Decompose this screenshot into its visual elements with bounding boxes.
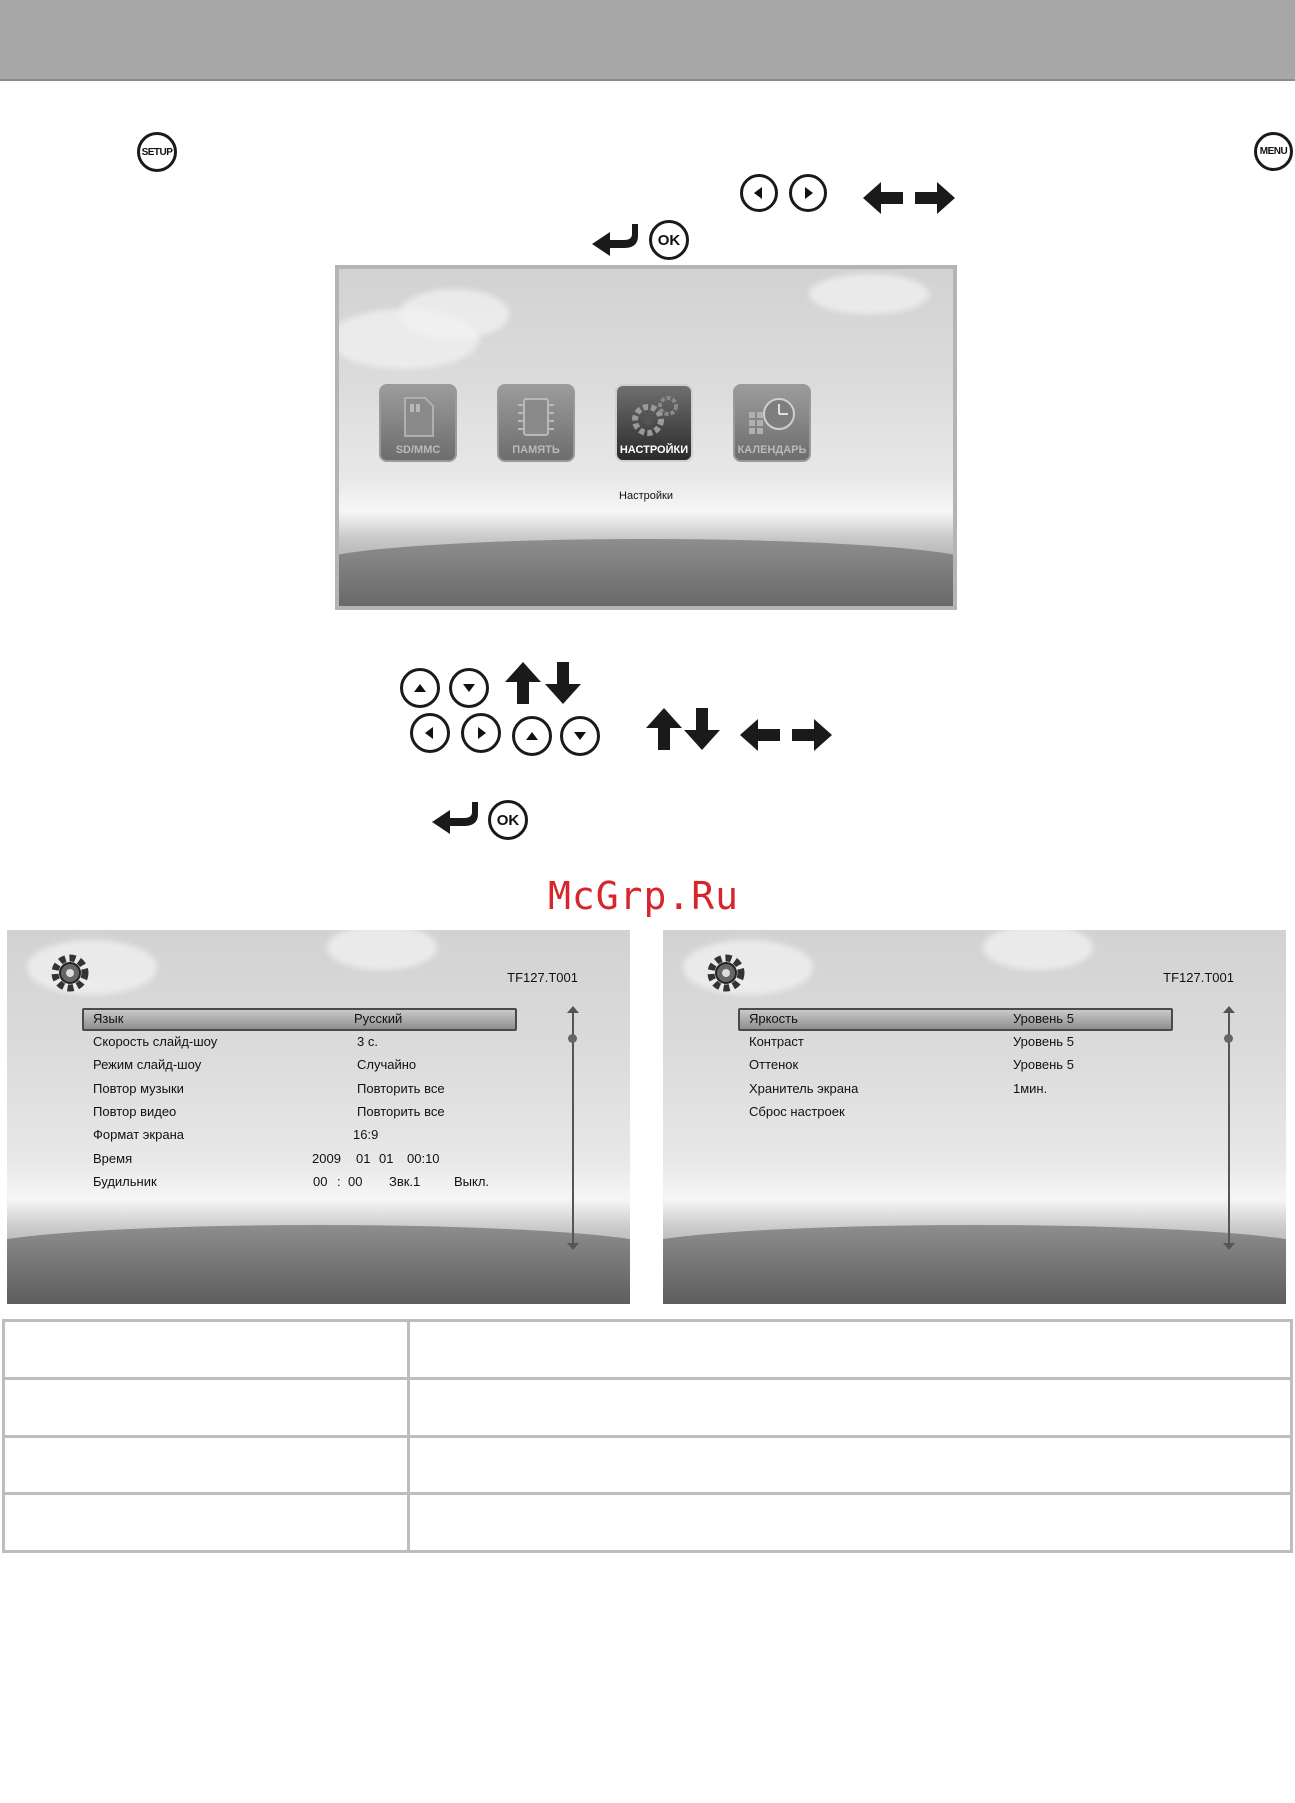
- right-button-icon: [461, 713, 501, 753]
- setting-row[interactable]: [7, 1008, 630, 1031]
- tile-sd-mmc[interactable]: [379, 384, 457, 462]
- table-row: [4, 1494, 1292, 1552]
- setting-label: Контраст: [749, 1034, 804, 1049]
- left-right-arrows-icon: [740, 717, 832, 753]
- tile-label: НАСТРОЙКИ: [619, 444, 689, 456]
- setting-label: Формат экрана: [93, 1127, 184, 1142]
- left-right-arrows-icon: [863, 180, 955, 216]
- down-button-icon: [449, 668, 489, 708]
- setting-label: Режим слайд-шоу: [93, 1057, 202, 1072]
- setting-row[interactable]: [7, 1031, 630, 1054]
- up-button-icon: [512, 716, 552, 756]
- model-label: TF127.T001: [507, 970, 578, 985]
- memory-chip-icon: [499, 392, 573, 442]
- tile-label: ПАМЯТЬ: [512, 444, 560, 456]
- right-button-icon: [789, 174, 827, 212]
- setting-value: Случайно: [357, 1057, 417, 1072]
- setting-value: Уровень 5: [1013, 1034, 1074, 1049]
- time-year: 2009: [312, 1151, 341, 1166]
- time-month: 01: [356, 1151, 371, 1166]
- down-button-icon: [560, 716, 600, 756]
- scrollbar[interactable]: [1228, 1012, 1230, 1246]
- description-table: [2, 1319, 1293, 1553]
- ok-button-icon: OK: [649, 220, 689, 260]
- alarm-sound: Звк.1: [389, 1174, 421, 1189]
- setting-row-time[interactable]: [7, 1148, 630, 1171]
- tile-label: SD/MMC: [395, 444, 441, 456]
- scrollbar-thumb[interactable]: [1224, 1034, 1233, 1043]
- tile-settings[interactable]: [615, 384, 693, 462]
- watermark: McGrp.Ru: [548, 874, 740, 918]
- calendar-clock-icon: [735, 392, 809, 442]
- setting-label: Яркость: [749, 1011, 798, 1026]
- setting-value: Повторить все: [357, 1081, 445, 1096]
- setting-label: Хранитель экрана: [749, 1081, 859, 1096]
- alarm-state: Выкл.: [454, 1174, 490, 1189]
- up-down-arrows-icon: [646, 708, 720, 750]
- table-cell: [4, 1321, 409, 1379]
- selected-item-caption: Настройки: [619, 490, 673, 502]
- setting-label: Повтор музыки: [93, 1081, 184, 1096]
- alarm-minutes: 00: [348, 1174, 363, 1189]
- setting-label: Будильник: [93, 1174, 157, 1189]
- table-cell: [4, 1494, 409, 1552]
- setting-row[interactable]: [663, 1101, 1286, 1124]
- setting-label: Скорость слайд-шоу: [93, 1034, 218, 1049]
- enter-arrow-icon: [592, 222, 640, 258]
- sd-card-icon: [381, 392, 455, 442]
- ok-button-icon: OK: [488, 800, 528, 840]
- setting-value: 3 с.: [357, 1034, 378, 1049]
- table-row: [4, 1321, 1292, 1379]
- setting-label: Время: [93, 1151, 133, 1166]
- gear-icon: [49, 952, 91, 994]
- table-cell: [4, 1436, 409, 1494]
- up-down-arrows-icon: [505, 662, 581, 704]
- alarm-separator: :: [337, 1174, 341, 1189]
- settings-screen-display: [663, 930, 1286, 1304]
- setting-row[interactable]: [663, 1078, 1286, 1101]
- table-row: [4, 1436, 1292, 1494]
- table-cell: [409, 1321, 1292, 1379]
- setting-label: Язык: [93, 1011, 124, 1026]
- alarm-hours: 00: [313, 1174, 328, 1189]
- scroll-down-arrow-icon[interactable]: [1223, 1243, 1235, 1250]
- scroll-down-arrow-icon[interactable]: [567, 1243, 579, 1250]
- scrollbar[interactable]: [572, 1012, 574, 1246]
- setting-value: Русский: [354, 1011, 403, 1026]
- setting-label: Повтор видео: [93, 1104, 177, 1119]
- setting-value: 1мин.: [1013, 1081, 1048, 1096]
- time-day: 01: [379, 1151, 394, 1166]
- table-cell: [409, 1378, 1292, 1436]
- model-label: TF127.T001: [1163, 970, 1234, 985]
- enter-arrow-icon: [432, 800, 480, 836]
- gear-icon: [705, 952, 747, 994]
- menu-button-icon: MENU: [1254, 132, 1293, 171]
- scroll-up-arrow-icon[interactable]: [1223, 1006, 1235, 1013]
- setup-button-icon: SETUP: [137, 132, 177, 172]
- table-cell: [4, 1378, 409, 1436]
- header-bar: [0, 0, 1295, 81]
- setting-row-alarm[interactable]: [7, 1171, 630, 1194]
- setting-value: Уровень 5: [1013, 1057, 1074, 1072]
- setting-row[interactable]: [663, 1031, 1286, 1054]
- setting-row[interactable]: [663, 1054, 1286, 1077]
- tile-memory[interactable]: [497, 384, 575, 462]
- setting-row[interactable]: [7, 1054, 630, 1077]
- setting-row[interactable]: [7, 1101, 630, 1124]
- setting-value: Уровень 5: [1013, 1011, 1074, 1026]
- setting-value: 16:9: [353, 1127, 379, 1142]
- left-button-icon: [740, 174, 778, 212]
- up-button-icon: [400, 668, 440, 708]
- setting-value: Повторить все: [357, 1104, 445, 1119]
- setting-label: Сброс настроек: [749, 1104, 845, 1119]
- scroll-up-arrow-icon[interactable]: [567, 1006, 579, 1013]
- gears-icon: [617, 392, 691, 442]
- setting-row[interactable]: [7, 1124, 630, 1147]
- scrollbar-thumb[interactable]: [568, 1034, 577, 1043]
- left-button-icon: [410, 713, 450, 753]
- settings-screen-general: [7, 930, 630, 1304]
- table-cell: [409, 1494, 1292, 1552]
- setting-row[interactable]: [7, 1078, 630, 1101]
- time-clock: 00:10: [407, 1151, 440, 1166]
- table-row: [4, 1378, 1292, 1436]
- tile-calendar[interactable]: [733, 384, 811, 462]
- main-menu-screen: [335, 265, 957, 610]
- setting-label: Оттенок: [749, 1057, 799, 1072]
- table-cell: [409, 1436, 1292, 1494]
- tile-label: КАЛЕНДАРЬ: [737, 444, 807, 456]
- setting-row[interactable]: [663, 1008, 1286, 1031]
